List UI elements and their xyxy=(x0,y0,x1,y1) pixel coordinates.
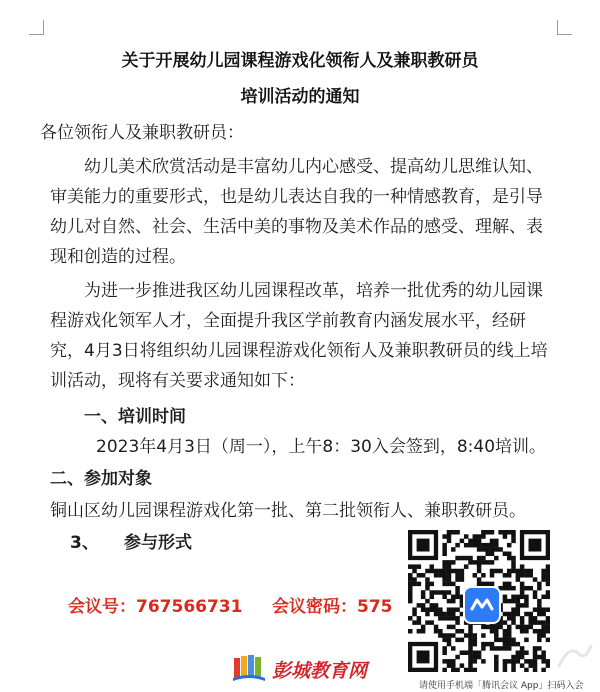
meeting-password-value: 575 xyxy=(357,597,393,617)
section3-heading: 参与形式 xyxy=(124,533,192,553)
watermark-text: 彭城教育网 xyxy=(272,660,368,682)
paragraph2-line-1: 为进一步推进我区幼儿园课程改革，培养一批优秀的幼儿园课 xyxy=(84,281,543,301)
salutation: 各位领衔人及兼职教研员： xyxy=(40,123,244,143)
paragraph2-line-3: 究，4月3日将组织幼儿园课程游戏化领衔人及兼职教研员的线上培 xyxy=(50,341,548,361)
section2-heading: 二、参加对象 xyxy=(50,469,152,489)
meeting-id-label: 会议号： xyxy=(68,597,136,617)
qr-caption: 请使用手机端「腾讯会议 App」扫码入会 xyxy=(419,681,584,691)
section1-content: 2023年4月3日（周一），上午8：30入会签到，8:40培训。 xyxy=(96,437,547,457)
meeting-id-value: 767566731 xyxy=(136,597,243,617)
crop-mark-top-left xyxy=(29,20,44,35)
book-logo-icon xyxy=(232,652,266,682)
meeting-password-label: 会议密码： xyxy=(272,597,357,617)
paragraph1-line-1: 幼儿美术欣赏活动是丰富幼儿内心感受、提高幼儿思维认知、 xyxy=(84,157,543,177)
document-title-line-2: 培训活动的通知 xyxy=(240,87,360,107)
decorative-flourish-icon xyxy=(555,640,595,670)
tencent-meeting-logo-icon xyxy=(463,586,501,624)
section3-number: 3、 xyxy=(70,533,99,553)
paragraph2-line-4: 训活动，现将有关要求通知如下： xyxy=(50,371,305,391)
paragraph1-line-2: 审美能力的重要形式，也是幼儿表达自我的一种情感教育，是引导 xyxy=(50,187,543,207)
watermark-logo xyxy=(232,652,368,684)
paragraph1-line-4: 现和创造的过程。 xyxy=(50,247,186,267)
paragraph2-line-2: 程游戏化领军人才，全面提升我区学前教育内涵发展水平，经研 xyxy=(50,311,526,331)
meeting-qr-code[interactable] xyxy=(408,530,550,672)
paragraph1-line-3: 幼儿对自然、社会、生活中美的事物及美术作品的感受、理解、表 xyxy=(50,217,543,237)
crop-mark-top-right xyxy=(557,20,572,35)
section2-content: 铜山区幼儿园课程游戏化第一批、第二批领衔人、兼职教研员。 xyxy=(50,501,526,521)
meeting-id-row xyxy=(68,592,242,617)
section1-heading: 一、培训时间 xyxy=(84,407,186,427)
document-title-line-1: 关于开展幼儿园课程游戏化领衔人及兼职教研员 xyxy=(121,51,479,71)
meeting-password-row xyxy=(272,592,396,617)
